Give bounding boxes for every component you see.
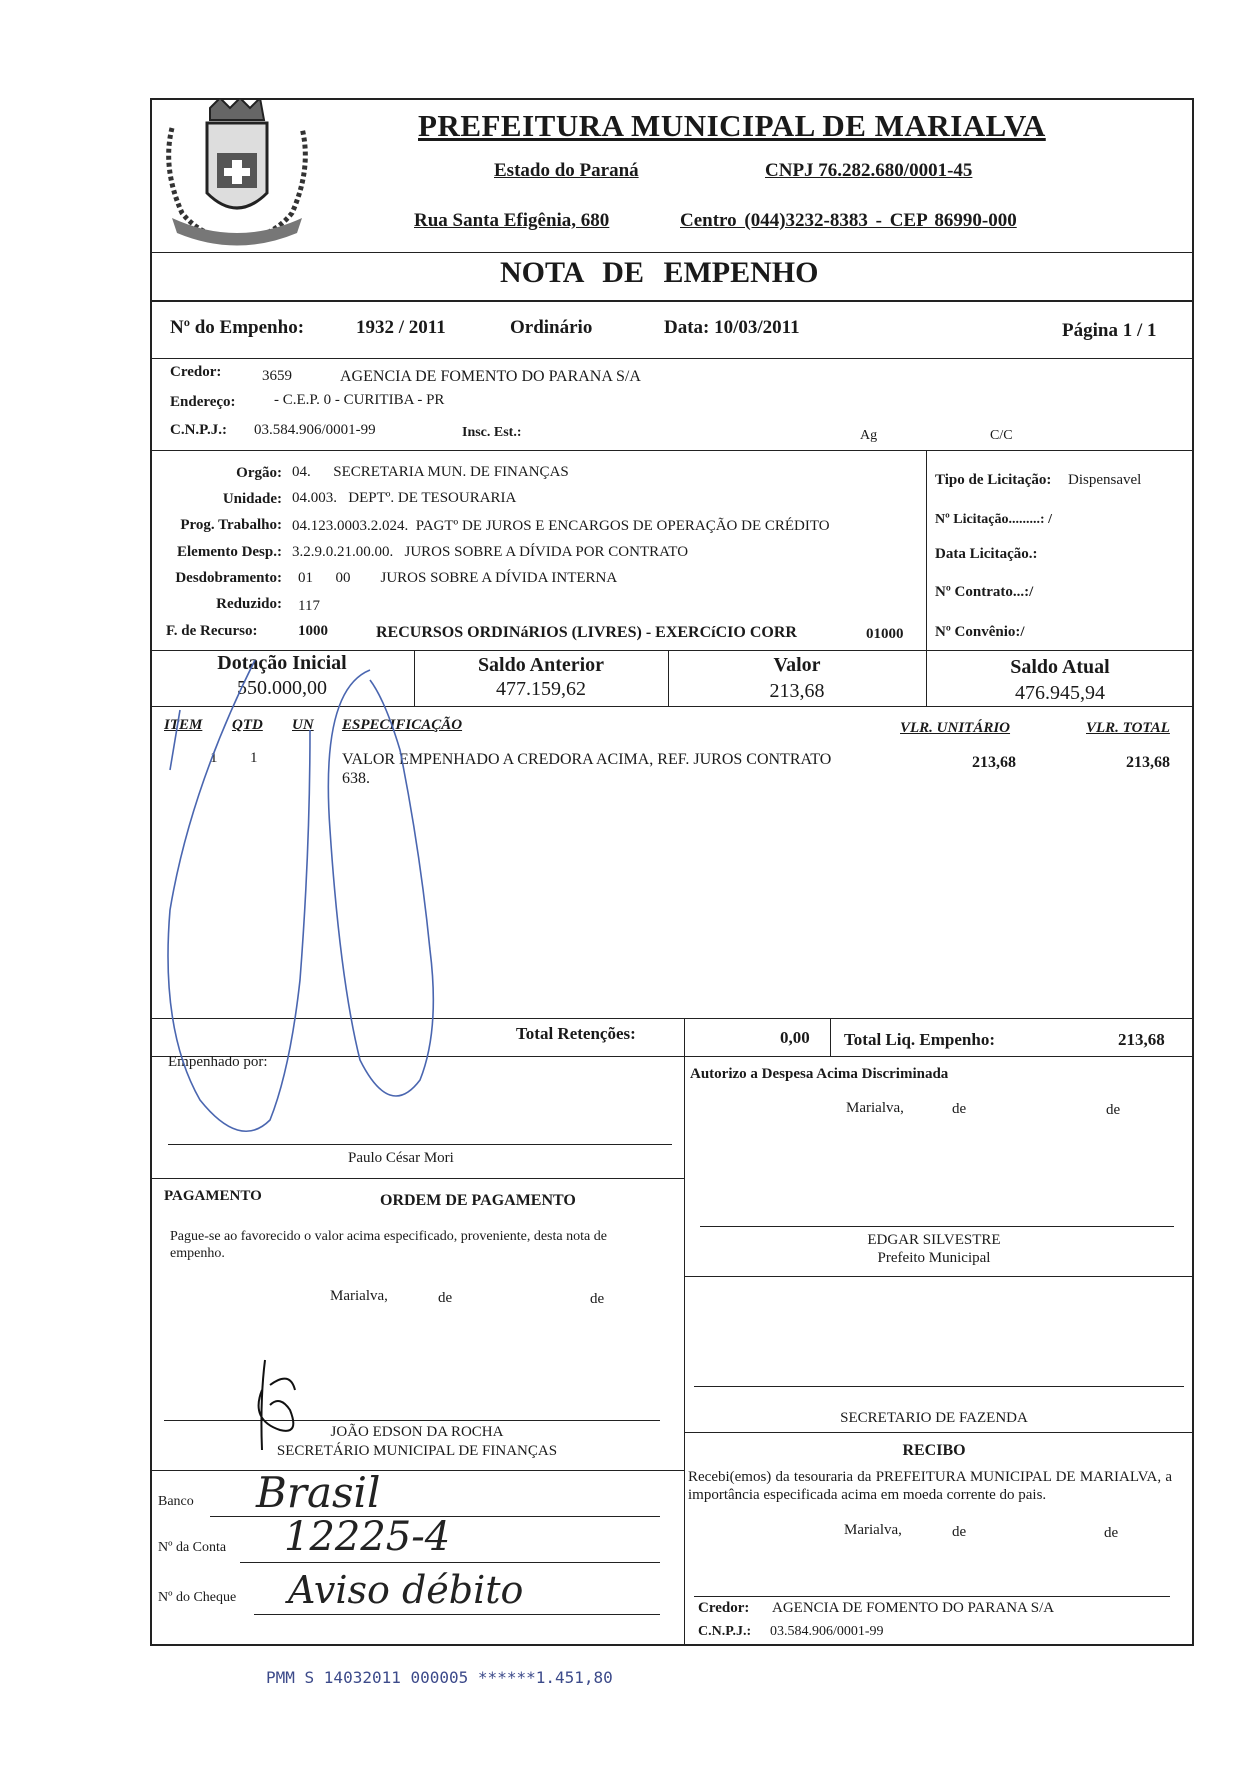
dotacao-inicial-label: Dotação Inicial bbox=[217, 652, 347, 674]
endereco-label: Endereço: bbox=[170, 394, 236, 410]
orgao-label: Orgão: bbox=[236, 465, 282, 481]
totais-divider-1 bbox=[684, 1018, 685, 1056]
autorizo-cargo: Prefeito Municipal bbox=[877, 1250, 991, 1266]
credor-label: Credor: bbox=[170, 364, 222, 380]
saldo-atual-label: Saldo Atual bbox=[1010, 656, 1110, 678]
header-estado: Estado do Paraná bbox=[494, 160, 639, 181]
pagamento-nome: JOÃO EDSON DA ROCHA bbox=[330, 1424, 504, 1440]
empenhado-nome: Paulo César Mori bbox=[348, 1150, 454, 1166]
recibo-cnpj: 03.584.906/0001-99 bbox=[770, 1624, 884, 1639]
recibo-label: RECIBO bbox=[902, 1442, 966, 1459]
unidade-label: Unidade: bbox=[222, 491, 282, 507]
coat-of-arms-logo bbox=[162, 98, 312, 246]
conta-valor: 12225-4 bbox=[284, 1514, 451, 1560]
saldo-anterior-label: Saldo Anterior bbox=[477, 654, 605, 676]
empenho-tipo: Ordinário bbox=[510, 317, 593, 338]
autorizo-de-2: de bbox=[1106, 1102, 1121, 1118]
cheque-label: Nº do Cheque bbox=[158, 1590, 237, 1605]
conta-line bbox=[240, 1562, 660, 1563]
pagamento-cargo: SECRETÁRIO MUNICIPAL DE FINANÇAS bbox=[276, 1443, 558, 1459]
licitacao-tipo-valor: Dispensavel bbox=[1068, 472, 1142, 488]
autorizo-nome: EDGAR SILVESTRE bbox=[867, 1232, 1001, 1248]
cc-label: C/C bbox=[990, 428, 1013, 443]
elemento-valor: 3.2.9.0.21.00.00. JUROS SOBRE A DÍVIDA POR CONTRATO bbox=[292, 544, 689, 560]
recurso-label: F. de Recurso: bbox=[166, 623, 258, 639]
empenho-numero-label: Nº do Empenho: bbox=[170, 317, 305, 338]
recibo-line bbox=[694, 1596, 1170, 1597]
totais-divider-2 bbox=[830, 1018, 831, 1056]
blue-pen-signature bbox=[160, 650, 480, 1170]
licitacao-numero: Nº Licitação.........: / bbox=[935, 512, 1052, 527]
secretario-line bbox=[694, 1386, 1184, 1387]
document-title: NOTA DE EMPENHO bbox=[500, 256, 819, 289]
col-item: ITEM bbox=[164, 717, 203, 733]
cheque-line bbox=[254, 1614, 660, 1615]
liq-valor: 213,68 bbox=[1118, 1030, 1165, 1049]
center-divider bbox=[684, 1056, 685, 1646]
secretario-label: SECRETARIO DE FAZENDA bbox=[840, 1410, 1028, 1426]
saldo-anterior-valor: 477.159,62 bbox=[496, 678, 586, 700]
secretario-divider bbox=[684, 1432, 1194, 1433]
pagamento-sign-line bbox=[164, 1420, 660, 1421]
licitacao-contrato: Nº Contrato...:/ bbox=[935, 584, 1034, 600]
dotacao-inicial-valor: 550.000,00 bbox=[237, 677, 327, 699]
item-descricao-2: 638. bbox=[342, 770, 370, 787]
recibo-cnpj-label: C.N.P.J.: bbox=[698, 1624, 752, 1639]
credor-endereco: - C.E.P. 0 - CURITIBA - PR bbox=[274, 392, 445, 408]
empenho-numero: 1932 / 2011 bbox=[356, 317, 446, 338]
reduzido-valor: 117 bbox=[298, 598, 320, 614]
col-un: UN bbox=[292, 717, 314, 733]
elemento-label: Elemento Desp.: bbox=[177, 544, 282, 560]
col-vlr-unitario: VLR. UNITÁRIO bbox=[900, 720, 1011, 736]
credor-cnpj: 03.584.906/0001-99 bbox=[254, 422, 376, 438]
autorizo-de-1: de bbox=[952, 1101, 967, 1117]
cnpj-label: C.N.P.J.: bbox=[170, 422, 227, 438]
recurso-codigo: 1000 bbox=[298, 623, 328, 639]
credor-divider bbox=[150, 450, 1194, 451]
valor-label: Valor bbox=[773, 654, 821, 676]
licitacao-divider bbox=[926, 450, 927, 650]
recibo-texto: Recebi(emos) da tesouraria da PREFEITURA MUNICIPAL DE MARIALVA, a importância especificada acima em moeda corrente do pais. bbox=[688, 1469, 1172, 1503]
pagamento-de-1: de bbox=[438, 1290, 453, 1306]
pagamento-de-2: de bbox=[590, 1291, 605, 1307]
col-especificacao: ESPECIFICAÇÃO bbox=[342, 717, 463, 733]
saldo-atual-valor: 476.945,94 bbox=[1015, 682, 1105, 704]
item-descricao: VALOR EMPENHADO A CREDORA ACIMA, REF. JUROS CONTRATO bbox=[342, 751, 832, 768]
retencoes-label: Total Retenções: bbox=[516, 1024, 636, 1043]
licitacao-data: Data Licitação.: bbox=[935, 546, 1038, 562]
pagamento-divider bbox=[150, 1470, 684, 1471]
black-signature bbox=[240, 1350, 350, 1460]
header-endereco: Rua Santa Efigênia, 680 bbox=[414, 210, 610, 231]
credor-codigo: 3659 bbox=[262, 368, 292, 384]
recurso-fim: 01000 bbox=[866, 626, 904, 642]
prog-valor: 04.123.0003.2.024. PAGTº DE JUROS E ENCARGOS DE OPERAÇÃO DE CRÉDITO bbox=[292, 518, 830, 534]
recurso-descricao: RECURSOS ORDINáRIOS (LIVRES) - EXERCíCIO CORR bbox=[376, 624, 797, 641]
ordem-pagamento-label: ORDEM DE PAGAMENTO bbox=[380, 1192, 576, 1209]
item-vlr-unitario: 213,68 bbox=[972, 754, 1016, 771]
recibo-local: Marialva, bbox=[844, 1522, 902, 1538]
unidade-valor: 04.003. DEPTº. DE TESOURARIA bbox=[292, 490, 517, 506]
credor-nome: AGENCIA DE FOMENTO DO PARANA S/A bbox=[340, 368, 641, 385]
prog-label: Prog. Trabalho: bbox=[180, 517, 282, 533]
insc-label: Insc. Est.: bbox=[462, 425, 522, 440]
empenhado-label: Empenhado por: bbox=[168, 1054, 268, 1070]
desdobramento-valor: 01 00 JUROS SOBRE A DÍVIDA INTERNA bbox=[298, 570, 618, 586]
title-divider bbox=[150, 300, 1194, 302]
reduzido-label: Reduzido: bbox=[216, 596, 282, 612]
header-divider bbox=[150, 252, 1194, 253]
ag-label: Ag bbox=[860, 428, 878, 443]
bank-stamp: PMM S 14032011 000005 ******1.451,80 bbox=[266, 1668, 613, 1687]
retencoes-valor: 0,00 bbox=[780, 1028, 810, 1047]
banco-valor: Brasil bbox=[256, 1468, 381, 1517]
empenho-pagina: Página 1 / 1 bbox=[1062, 320, 1157, 341]
recibo-de-2: de bbox=[1104, 1525, 1119, 1541]
pagamento-local: Marialva, bbox=[330, 1288, 388, 1304]
header-title: PREFEITURA MUNICIPAL DE MARIALVA bbox=[418, 108, 1046, 143]
header-cnpj: CNPJ 76.282.680/0001-45 bbox=[765, 160, 973, 181]
liq-label: Total Liq. Empenho: bbox=[844, 1030, 995, 1049]
autorizo-label: Autorizo a Despesa Acima Discriminada bbox=[690, 1066, 949, 1082]
recibo-credor-label: Credor: bbox=[698, 1600, 750, 1616]
licitacao-tipo-label: Tipo de Licitação: bbox=[935, 472, 1052, 488]
desdobramento-label: Desdobramento: bbox=[175, 570, 282, 586]
banco-label: Banco bbox=[158, 1494, 194, 1509]
empenho-divider bbox=[150, 358, 1194, 359]
header-contato: Centro (044)3232-8383 - CEP 86990-000 bbox=[680, 210, 1017, 231]
autorizo-line bbox=[700, 1226, 1174, 1227]
item-numero: 1 bbox=[210, 750, 218, 766]
licitacao-convenio: Nº Convênio:/ bbox=[935, 624, 1025, 640]
empenho-data: Data: 10/03/2011 bbox=[664, 317, 800, 338]
cheque-valor: Aviso débito bbox=[288, 1568, 524, 1612]
conta-label: Nº da Conta bbox=[158, 1540, 227, 1555]
pagamento-texto: Pague-se ao favorecido o valor acima especificado, proveniente, desta nota de empenho. bbox=[170, 1229, 607, 1261]
item-vlr-total: 213,68 bbox=[1126, 754, 1170, 771]
recibo-credor: AGENCIA DE FOMENTO DO PARANA S/A bbox=[772, 1600, 1055, 1616]
orgao-valor: 04. SECRETARIA MUN. DE FINANÇAS bbox=[292, 464, 569, 480]
col-vlr-total: VLR. TOTAL bbox=[1086, 720, 1170, 736]
empenhado-divider bbox=[150, 1178, 684, 1179]
item-qtd: 1 bbox=[250, 750, 258, 766]
valor-valor: 213,68 bbox=[769, 680, 825, 702]
col-qtd: QTD bbox=[232, 717, 263, 733]
recibo-de-1: de bbox=[952, 1524, 967, 1540]
autorizo-divider bbox=[684, 1276, 1194, 1277]
pagamento-label: PAGAMENTO bbox=[164, 1188, 262, 1204]
autorizo-local: Marialva, bbox=[846, 1100, 904, 1116]
